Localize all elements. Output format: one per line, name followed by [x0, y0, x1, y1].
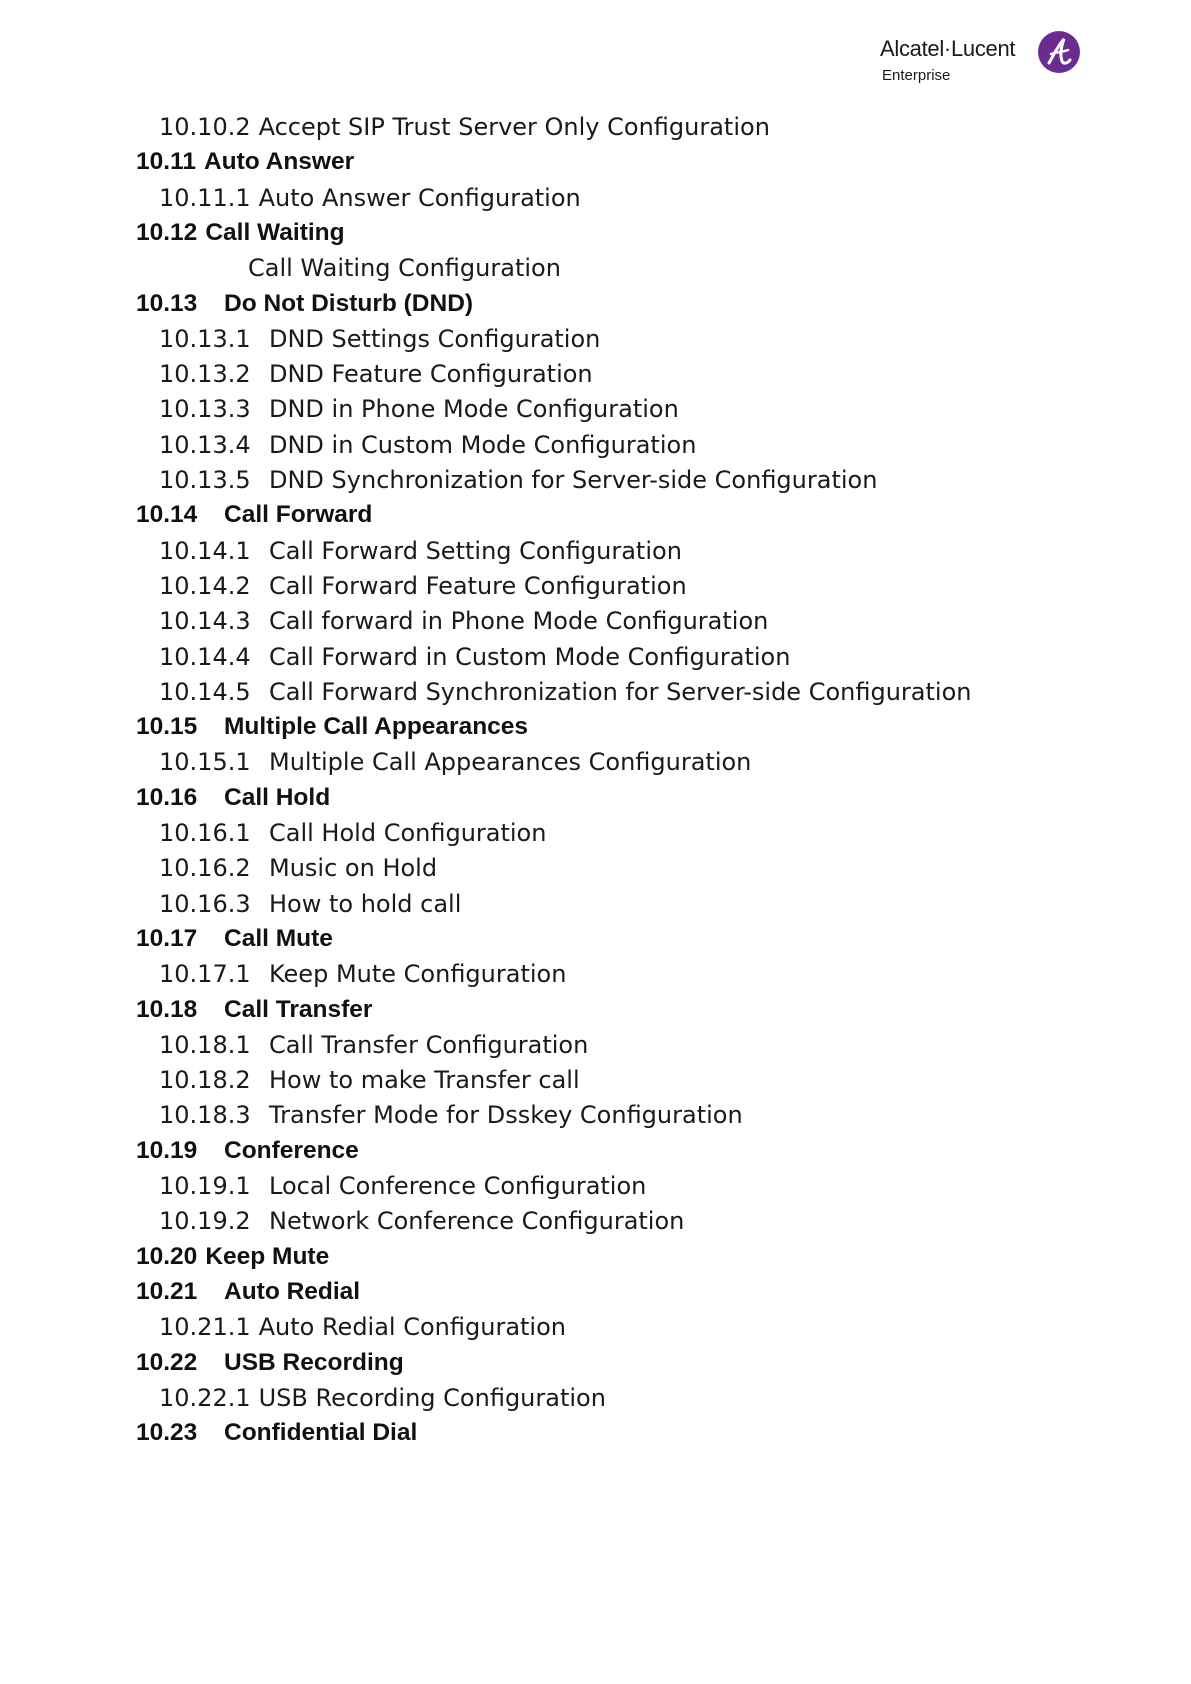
- toc-number: 10.14.3: [159, 607, 251, 636]
- toc-subentry[interactable]: [159, 567, 687, 605]
- toc-number: 10.14.4: [159, 642, 251, 671]
- toc-subentry[interactable]: [159, 320, 600, 358]
- toc-subentry[interactable]: [159, 743, 751, 781]
- toc-number: 10.16.2: [159, 854, 251, 883]
- toc-heading[interactable]: [136, 708, 528, 746]
- toc-title: Auto Redial: [224, 1277, 361, 1305]
- toc-title: DND Synchronization for Server-side Configuration: [269, 466, 878, 494]
- toc-title: Call Waiting: [205, 218, 345, 246]
- toc-title: DND Settings Configuration: [269, 324, 601, 353]
- toc-number: 10.18.3: [159, 1101, 251, 1130]
- toc-title: Multiple Call Appearances: [224, 713, 529, 741]
- toc-number: 10.21: [136, 1277, 198, 1305]
- toc-subentry[interactable]: [159, 1061, 580, 1099]
- toc-subentry[interactable]: [159, 1379, 606, 1417]
- toc-title: Multiple Call Appearances Configuration: [269, 748, 752, 777]
- toc-number: 10.13.1: [159, 324, 251, 353]
- toc-title: Call Forward Setting Configuration: [269, 536, 682, 565]
- toc-number: 10.13.5: [159, 466, 251, 494]
- toc-title: Transfer Mode for Dsskey Configuration: [269, 1101, 743, 1130]
- toc-subentry[interactable]: [159, 602, 768, 640]
- toc-number: 10.19.2: [159, 1207, 251, 1236]
- toc-heading[interactable]: [136, 991, 372, 1029]
- toc-title: Keep Mute: [205, 1242, 330, 1270]
- toc-number: 10.22.1: [159, 1383, 251, 1412]
- toc-number: 10.15.1: [159, 748, 251, 777]
- toc-title: USB Recording: [224, 1348, 404, 1376]
- toc-subentry[interactable]: [159, 1096, 743, 1134]
- toc-number: 10.13.2: [159, 360, 251, 389]
- toc-number: 10.18.2: [159, 1066, 251, 1095]
- toc-number: 10.14: [136, 501, 198, 529]
- toc-number: 10.14.5: [159, 677, 251, 706]
- logo-brand: Alcatel·Lucent: [880, 36, 1016, 61]
- toc-title: Accept SIP Trust Server Only Configuration: [258, 113, 770, 141]
- toc-subentry[interactable]: [159, 955, 566, 993]
- toc-title: Confidential Dial: [224, 1419, 418, 1447]
- toc-title: Call Hold: [224, 783, 331, 811]
- toc-title: Call Waiting Configuration: [248, 254, 561, 283]
- toc-title: Auto Answer Configuration: [258, 183, 581, 212]
- toc-subentry[interactable]: [159, 673, 971, 711]
- toc-title: Conference: [224, 1136, 359, 1164]
- toc-title: Call Forward Feature Configuration: [269, 571, 687, 600]
- toc-title: Auto Redial Configuration: [258, 1313, 566, 1342]
- toc-title: Do Not Disturb (DND): [224, 289, 474, 317]
- toc-number: 10.18.1: [159, 1030, 251, 1059]
- toc-title: Keep Mute Configuration: [269, 960, 567, 989]
- toc-subentry[interactable]: [159, 638, 790, 676]
- toc-heading[interactable]: [136, 285, 473, 323]
- toc-subentry[interactable]: [159, 1202, 684, 1240]
- toc-subentry[interactable]: [159, 1167, 646, 1205]
- toc-subentry[interactable]: [159, 461, 877, 499]
- logo-sub: Enterprise: [882, 67, 951, 84]
- toc-title: Music on Hold: [269, 854, 438, 883]
- toc-subentry[interactable]: [159, 179, 581, 217]
- toc-heading[interactable]: [136, 496, 372, 534]
- toc-subentry[interactable]: [159, 390, 679, 428]
- toc-number: 10.13.3: [159, 395, 251, 424]
- toc-title: Auto Answer: [203, 148, 355, 176]
- toc-title: Call Transfer: [224, 995, 373, 1023]
- toc-title: Local Conference Configuration: [269, 1172, 647, 1200]
- toc-number: 10.11.1: [159, 183, 251, 212]
- toc-title: Call Transfer Configuration: [269, 1030, 589, 1059]
- toc-title: How to hold call: [269, 889, 462, 918]
- toc-heading[interactable]: [136, 214, 345, 252]
- toc-subentry[interactable]: [159, 814, 546, 852]
- toc-number: 10.17.1: [159, 960, 251, 989]
- toc-number: 10.12: [136, 218, 198, 246]
- toc-title: USB Recording Configuration: [258, 1383, 606, 1412]
- toc-number: 10.13.4: [159, 430, 251, 459]
- toc-title: DND in Custom Mode Configuration: [269, 430, 697, 459]
- toc-subentry[interactable]: [159, 532, 682, 570]
- toc-number: 10.16: [136, 783, 198, 811]
- toc-title: Call Forward in Custom Mode Configuration: [269, 642, 791, 671]
- toc-title: Call Forward Synchronization for Server-side Configuration: [269, 677, 972, 706]
- toc-number: 10.14.2: [159, 571, 251, 600]
- toc-title: How to make Transfer call: [269, 1066, 580, 1095]
- toc-title: Call forward in Phone Mode Configuration: [269, 607, 769, 636]
- toc-title: Call Hold Configuration: [269, 819, 547, 847]
- toc-heading[interactable]: [136, 1273, 360, 1311]
- toc-heading[interactable]: [136, 920, 333, 958]
- toc-title: Network Conference Configuration: [269, 1207, 685, 1236]
- toc-number: 10.16.3: [159, 889, 251, 918]
- toc-number: 10.16.1: [159, 819, 251, 847]
- toc-subentry[interactable]: [248, 249, 561, 287]
- toc-subentry[interactable]: [159, 849, 437, 887]
- alcatel-lucent-a-icon: [1037, 30, 1081, 74]
- toc-heading[interactable]: [136, 1132, 359, 1170]
- toc-title: DND in Phone Mode Configuration: [269, 395, 679, 424]
- toc-number: 10.21.1: [159, 1313, 251, 1342]
- toc-number: 10.14.1: [159, 536, 251, 565]
- toc-number: 10.13: [136, 289, 198, 317]
- toc-title: DND Feature Configuration: [269, 360, 593, 389]
- toc-number: 10.15: [136, 713, 198, 741]
- toc-heading[interactable]: [136, 143, 354, 181]
- toc-heading[interactable]: [136, 1344, 404, 1382]
- toc-number: 10.11: [136, 148, 196, 176]
- toc-number: 10.22: [136, 1348, 198, 1376]
- toc-subentry[interactable]: [159, 426, 696, 464]
- toc-subentry[interactable]: [159, 1026, 588, 1064]
- toc-number: 10.23: [136, 1419, 198, 1447]
- toc-subentry[interactable]: [159, 1308, 566, 1346]
- toc-number: 10.19: [136, 1136, 198, 1164]
- toc-number: 10.20: [136, 1242, 198, 1270]
- toc-subentry[interactable]: [159, 108, 770, 146]
- toc-number: 10.10.2: [159, 113, 251, 141]
- toc-title: Call Mute: [224, 924, 333, 952]
- toc-title: Call Forward: [224, 501, 373, 529]
- toc-number: 10.17: [136, 924, 198, 952]
- toc-number: 10.18: [136, 995, 198, 1023]
- toc-heading[interactable]: [136, 1414, 417, 1452]
- toc-heading[interactable]: [136, 1238, 329, 1276]
- toc-subentry[interactable]: [159, 355, 593, 393]
- company-logo: [880, 30, 1080, 88]
- toc-heading[interactable]: [136, 779, 330, 817]
- toc-number: 10.19.1: [159, 1172, 251, 1200]
- toc-subentry[interactable]: [159, 885, 461, 923]
